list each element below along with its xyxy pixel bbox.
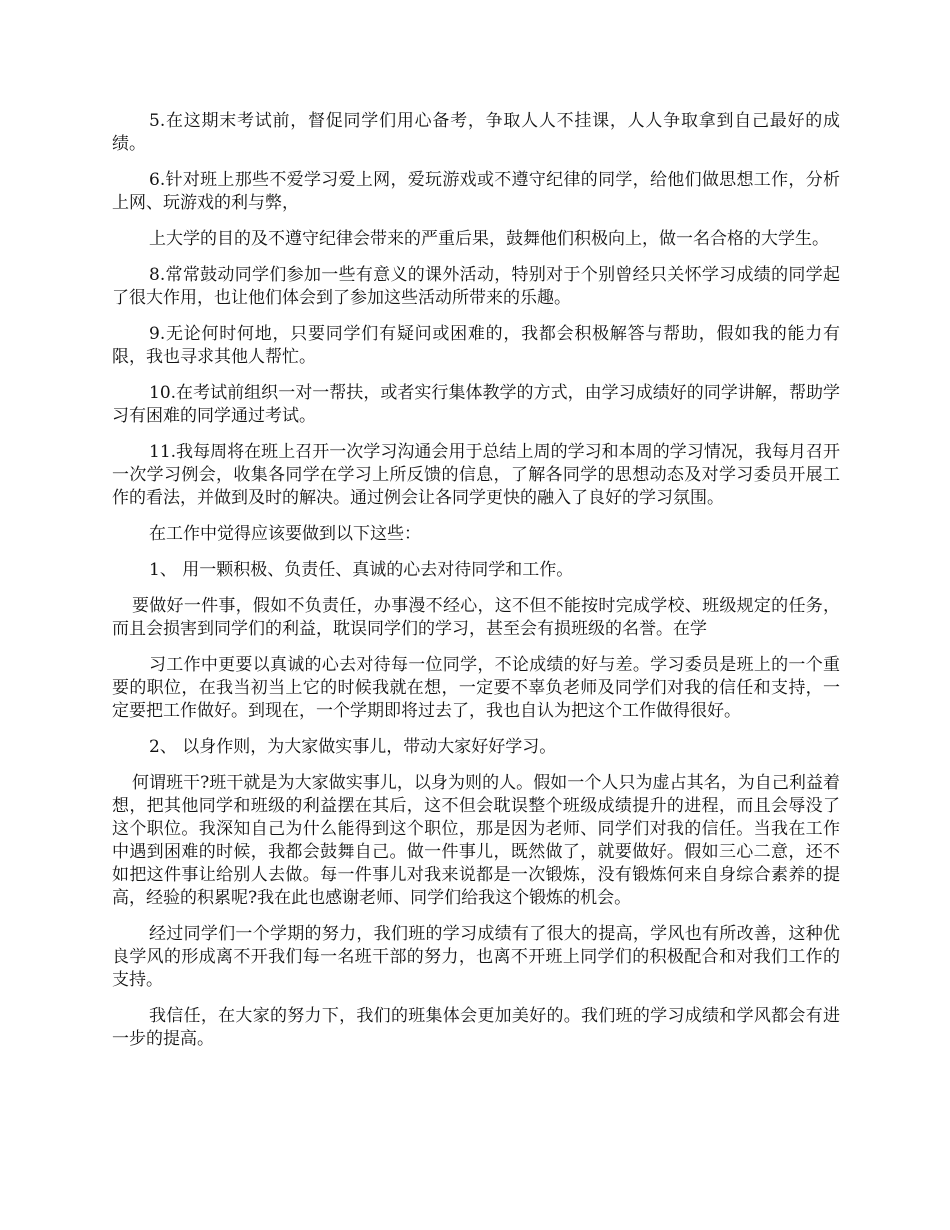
paragraph-item-11: 11.我每周将在班上召开一次学习沟通会用于总结上周的学习和本周的学习情况，我每月召开一次学习例会，收集各同学在学习上所反馈的信息，了解各同学的思想动态及对学习委员开展工作的看法，并做到及时的解决。通过例会让各同学更快的融入了良好的学习氛围。	[112, 442, 840, 508]
paragraph-item-9: 9.无论何时何地，只要同学们有疑问或困难的，我都会积极解答与帮助，假如我的能力有限，我也寻求其他人帮忙。	[112, 324, 840, 367]
paragraph-conclusion: 我信任，在大家的努力下，我们的班集体会更加美好的。我们班的学习成绩和学风都会有进一步的提高。	[112, 1006, 840, 1049]
paragraph-item-5: 5.在这期末考试前，督促同学们用心备考，争取人人不挂课，人人争取拿到自己最好的成绩。	[112, 111, 840, 154]
paragraph-responsibility: 要做好一件事，假如不负责任，办事漫不经心，这不但不能按时完成学校、班级规定的任务，而且会损害到同学们的利益，耽误同学们的学习，甚至会有损班级的名誉。在学	[112, 596, 840, 639]
paragraph-item-8: 8.常常鼓动同学们参加一些有意义的课外活动，特别对于个别曾经只关怀学习成绩的同学起了很大作用，也让他们体会到了参加这些活动所带来的乐趣。	[112, 265, 840, 308]
paragraph-results: 经过同学们一个学期的努力，我们班的学习成绩有了很大的提高，学风也有所改善，这种优良学风的形成离不开我们每一名班干部的努力，也离不开班上同学们的积极配合和对我们工作的支持。	[112, 924, 840, 990]
paragraph-class-cadre: 何谓班干?班干就是为大家做实事儿，以身为则的人。假如一个人只为虚占其名，为自己利益着想，把其他同学和班级的利益摆在其后，这不但会耽误整个班级成绩提升的进程，而且会辱没了这个职位。我深知自己为什么能得到这个职位，那是因为老师、同学们对我的信任。当我在工作中遇到困难的时候，我都会鼓舞自己。做一件事儿，既然做了，就要做好。假如三心二意，还不如把这件事让给别人去做。每一件事儿对我来说都是一次锻炼，没有锻炼何来自身综合素养的提高，经验的积累呢?我在此也感谢老师、同学们给我这个锻炼的机会。	[112, 773, 840, 908]
paragraph-section-intro: 在工作中觉得应该要做到以下这些：	[149, 524, 421, 544]
paragraph-item-6: 6.针对班上那些不爱学习爱上网，爱玩游戏或不遵守纪律的同学，给他们做思想工作，分析上网、玩游戏的利与弊，	[112, 170, 840, 213]
paragraph-point-2: 2、 以身作则，为大家做实事儿，带动大家好好学习。	[149, 737, 557, 757]
paragraph-item-6-continued: 上大学的目的及不遵守纪律会带来的严重后果，鼓舞他们积极向上，做一名合格的大学生。	[149, 229, 829, 249]
paragraph-item-10: 10.在考试前组织一对一帮扶，或者实行集体教学的方式，由学习成绩好的同学讲解，帮助学习有困难的同学通过考试。	[112, 383, 840, 426]
paragraph-point-1: 1、 用一颗积极、负责任、真诚的心去对待同学和工作。	[149, 560, 574, 580]
document-body	[112, 110, 840, 1064]
paragraph-sincerity: 习工作中更要以真诚的心去对待每一位同学，不论成绩的好与差。学习委员是班上的一个重要的职位，在我当初当上它的时候我就在想，一定要不辜负老师及同学们对我的信任和支持，一定要把工作做好。到现在，一个学期即将过去了，我也自认为把这个工作做得很好。	[112, 655, 840, 721]
